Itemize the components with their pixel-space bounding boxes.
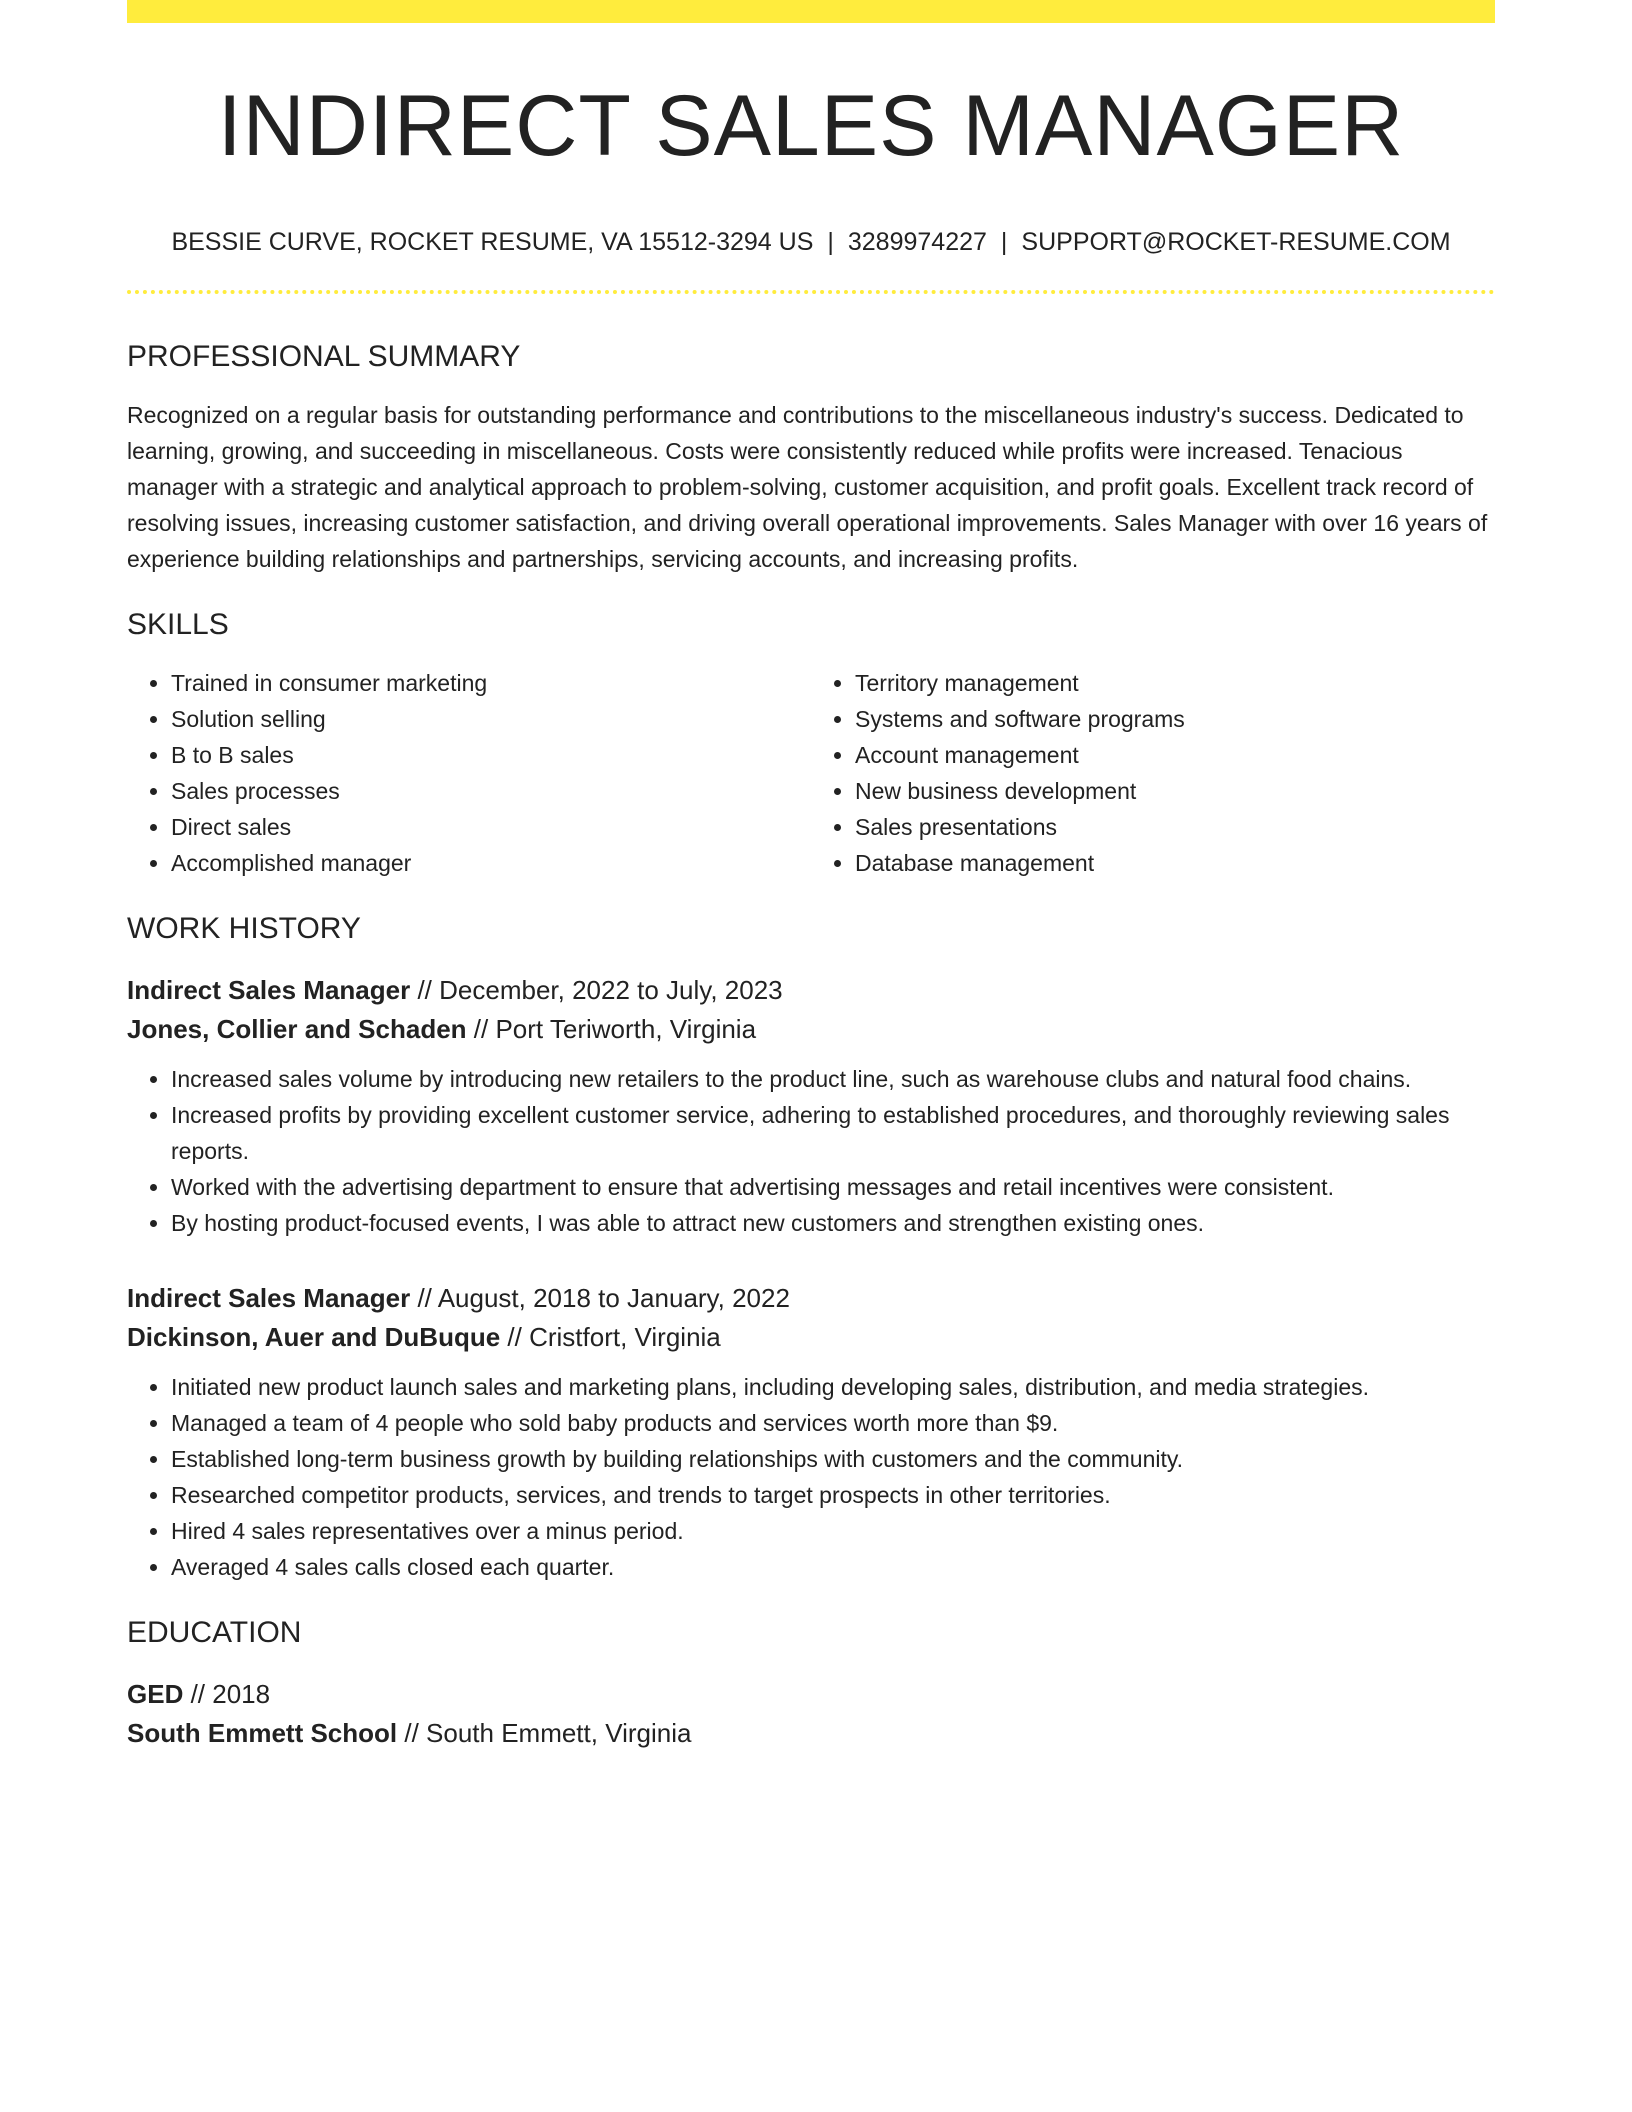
resume-title: INDIRECT SALES MANAGER bbox=[217, 78, 1405, 174]
job-bullet: • Increased profits by providing excellent customer service, adhering to established procedures, and thoroughly reviewing sales reports. bbox=[171, 1097, 1495, 1169]
job-company-line bbox=[127, 1010, 1495, 1049]
job-bullet: • Established long-term business growth by building relationships with customers and the community. bbox=[171, 1441, 1495, 1477]
skill-item: • Accomplished manager bbox=[171, 845, 811, 881]
skills-heading: SKILLS bbox=[127, 608, 229, 641]
education-degree: GED bbox=[127, 1679, 184, 1709]
contact-line bbox=[127, 227, 1495, 257]
job-company: Jones, Collier and Schaden bbox=[127, 1014, 467, 1044]
skill-item: • Solution selling bbox=[171, 701, 811, 737]
skill-item: • Systems and software programs bbox=[855, 701, 1495, 737]
accent-bar bbox=[127, 0, 1495, 23]
summary-heading: PROFESSIONAL SUMMARY bbox=[127, 340, 521, 373]
education-location: // South Emmett, Virginia bbox=[397, 1718, 692, 1748]
job-bullet: • Managed a team of 4 people who sold baby products and services worth more than $9. bbox=[171, 1405, 1495, 1441]
job-title: Indirect Sales Manager bbox=[127, 975, 411, 1005]
skills-list-right bbox=[811, 665, 1495, 881]
job-location: // Cristfort, Virginia bbox=[500, 1322, 721, 1352]
job-title: Indirect Sales Manager bbox=[127, 1283, 411, 1313]
skill-item: • Sales processes bbox=[171, 773, 811, 809]
skill-item: • Territory management bbox=[855, 665, 1495, 701]
job-bullet: • Increased sales volume by introducing new retailers to the product line, such as warehouse clubs and natural food chains. bbox=[171, 1061, 1495, 1097]
education-year: // 2018 bbox=[183, 1679, 271, 1709]
dotted-divider bbox=[127, 290, 1495, 294]
resume-page bbox=[127, 0, 1495, 1753]
job-title-line bbox=[127, 1279, 1495, 1318]
job-location: // Port Teriworth, Virginia bbox=[466, 1014, 757, 1044]
job-entry bbox=[127, 1279, 1495, 1585]
address: BESSIE CURVE, ROCKET RESUME, VA 15512-3294 US bbox=[171, 228, 814, 256]
education-entry bbox=[127, 1675, 1495, 1753]
separator: | bbox=[1000, 228, 1008, 256]
education-degree-line bbox=[127, 1675, 1495, 1714]
job-bullets bbox=[127, 1369, 1495, 1585]
job-bullet: • Worked with the advertising department to ensure that advertising messages and retail incentives were consistent. bbox=[171, 1169, 1495, 1205]
job-company: Dickinson, Auer and DuBuque bbox=[127, 1322, 501, 1352]
job-bullet: • Averaged 4 sales calls closed each quarter. bbox=[171, 1549, 1495, 1585]
job-entry bbox=[127, 971, 1495, 1241]
skill-item: • Account management bbox=[855, 737, 1495, 773]
education-heading: EDUCATION bbox=[127, 1616, 302, 1649]
skill-item: • Trained in consumer marketing bbox=[171, 665, 811, 701]
skill-item: • B to B sales bbox=[171, 737, 811, 773]
job-bullet: • Hired 4 sales representatives over a minus period. bbox=[171, 1513, 1495, 1549]
job-dates: // December, 2022 to July, 2023 bbox=[410, 975, 783, 1005]
skill-item: • Sales presentations bbox=[855, 809, 1495, 845]
education-school: South Emmett School bbox=[127, 1718, 398, 1748]
skill-item: • Direct sales bbox=[171, 809, 811, 845]
separator: | bbox=[827, 228, 834, 256]
job-bullet: • By hosting product-focused events, I was able to attract new customers and strengthen existing ones. bbox=[171, 1205, 1495, 1241]
work-history-heading: WORK HISTORY bbox=[127, 912, 361, 945]
skill-item: • New business development bbox=[855, 773, 1495, 809]
email: SUPPORT@ROCKET-RESUME.COM bbox=[1021, 228, 1451, 256]
skills-grid bbox=[127, 665, 1495, 881]
skill-item: • Database management bbox=[855, 845, 1495, 881]
skills-list-left bbox=[127, 665, 811, 881]
job-dates: // August, 2018 to January, 2022 bbox=[410, 1283, 790, 1313]
summary-text: Recognized on a regular basis for outstanding performance and contributions to the miscellaneous industry's success. Dedicated to learning, growing, and succeeding in miscellaneous. Costs were consistently reduced while profits were increased. Tenacious manager with a strategic and analytical approach to problem-solving, customer acquisition, and profit goals. Excellent track record of resolving issues, increasing customer satisfaction, and driving overall operational improvements. Sales Manager with over 16 years of experience building relationships and partnerships, servicing accounts, and increasing profits. bbox=[127, 402, 1488, 572]
job-bullet: • Researched competitor products, services, and trends to target prospects in other territories. bbox=[171, 1477, 1495, 1513]
education-school-line bbox=[127, 1714, 1495, 1753]
job-company-line bbox=[127, 1318, 1495, 1357]
phone: 3289974227 bbox=[847, 228, 987, 256]
job-bullets bbox=[127, 1061, 1495, 1241]
job-title-line bbox=[127, 971, 1495, 1010]
job-bullet: • Initiated new product launch sales and marketing plans, including developing sales, distribution, and media strategies. bbox=[171, 1369, 1495, 1405]
